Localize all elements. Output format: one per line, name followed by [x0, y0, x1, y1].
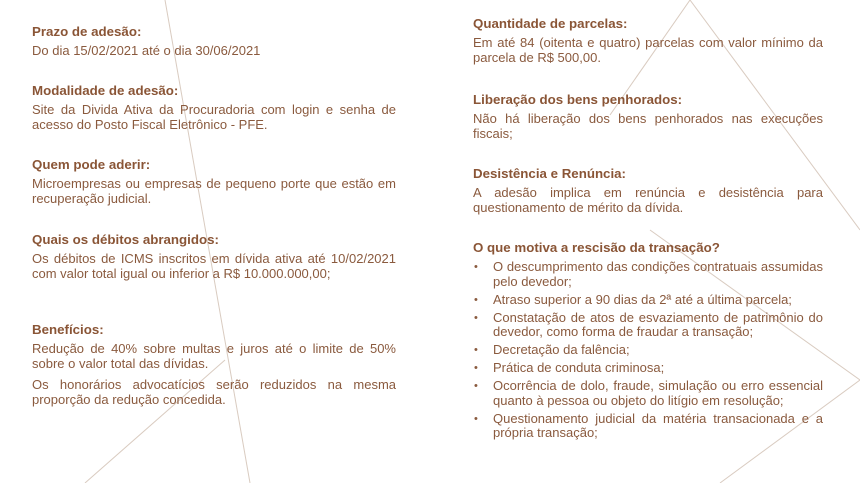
section-quem-pode-aderir — [32, 157, 396, 206]
section-text: A adesão implica em renúncia e desistência para questionamento de mérito da dívida. — [473, 185, 823, 215]
section-text: Em até 84 (oitenta e quatro) parcelas com valor mínimo da parcela de R$ 500,00. — [473, 35, 823, 65]
section-text: Os honorários advocatícios serão reduzidos na mesma proporção da redução concedida. — [32, 377, 396, 407]
section-desistencia-renuncia — [473, 166, 823, 215]
list-item-text: Prática de conduta criminosa; — [493, 360, 665, 375]
section-title: Quantidade de parcelas: — [473, 16, 628, 31]
section-text: Redução de 40% sobre multas e juros até o limite de 50% sobre o valor total das dívidas. — [32, 341, 396, 371]
list-item — [473, 343, 823, 358]
list-item — [473, 311, 823, 340]
section-title: Prazo de adesão: — [32, 24, 142, 39]
list-item-text: O descumprimento das condições contratuais assumidas pelo devedor; — [493, 259, 823, 289]
section-title: Quais os débitos abrangidos: — [32, 232, 219, 247]
list-item — [473, 412, 823, 441]
list-item — [473, 361, 823, 376]
bullet-icon: • — [474, 261, 478, 273]
list-item — [473, 379, 823, 408]
section-liberacao-bens — [473, 92, 823, 141]
bullet-icon: • — [474, 344, 478, 356]
section-text: Não há liberação dos bens penhorados nas execuções fiscais; — [473, 111, 823, 141]
section-title: Quem pode aderir: — [32, 157, 151, 172]
section-title: Benefícios: — [32, 322, 104, 337]
section-rescisao-transacao — [473, 240, 823, 444]
list-item-text: Decretação da falência; — [493, 342, 630, 357]
section-debitos-abrangidos — [32, 232, 396, 281]
list-item-text: Questionamento judicial da matéria transacionada e a própria transação; — [493, 410, 823, 440]
section-text: Os débitos de ICMS inscritos em dívida ativa até 10/02/2021 com valor total igual ou inferior a R$ 10.000.000,00; — [32, 251, 396, 281]
section-title: Desistência e Renúncia: — [473, 166, 626, 181]
list-item-text: Constatação de atos de esvaziamento de patrimônio do devedor, como forma de fraudar a transação; — [493, 309, 823, 339]
section-modalidade-adesao — [32, 83, 396, 132]
section-title: Modalidade de adesão: — [32, 83, 179, 98]
section-quantidade-parcelas — [473, 16, 823, 65]
list-item-text: Ocorrência de dolo, fraude, simulação ou erro essencial quanto à pessoa ou objeto do litígio em resolução; — [493, 378, 823, 408]
rescisao-list — [473, 260, 823, 441]
section-title: O que motiva a rescisão da transação? — [473, 240, 720, 255]
list-item-text: Atraso superior a 90 dias da 2ª até a última parcela; — [493, 291, 792, 307]
section-text: Site da Divida Ativa da Procuradoria com login e senha de acesso do Posto Fiscal Eletrônico - PFE. — [32, 102, 396, 132]
section-text: Do dia 15/02/2021 até o dia 30/06/2021 — [32, 43, 261, 58]
section-title: Liberação dos bens penhorados: — [473, 92, 683, 107]
section-beneficios — [32, 322, 396, 407]
bullet-icon: • — [474, 362, 478, 374]
section-text: Microempresas ou empresas de pequeno porte que estão em recuperação judicial. — [32, 176, 396, 206]
bullet-icon: • — [474, 380, 478, 392]
list-item — [473, 293, 823, 308]
bullet-icon: • — [474, 311, 478, 324]
bullet-icon: • — [474, 293, 478, 306]
list-item — [473, 260, 823, 289]
section-prazo-adesao — [32, 24, 396, 59]
bullet-icon: • — [474, 412, 478, 425]
